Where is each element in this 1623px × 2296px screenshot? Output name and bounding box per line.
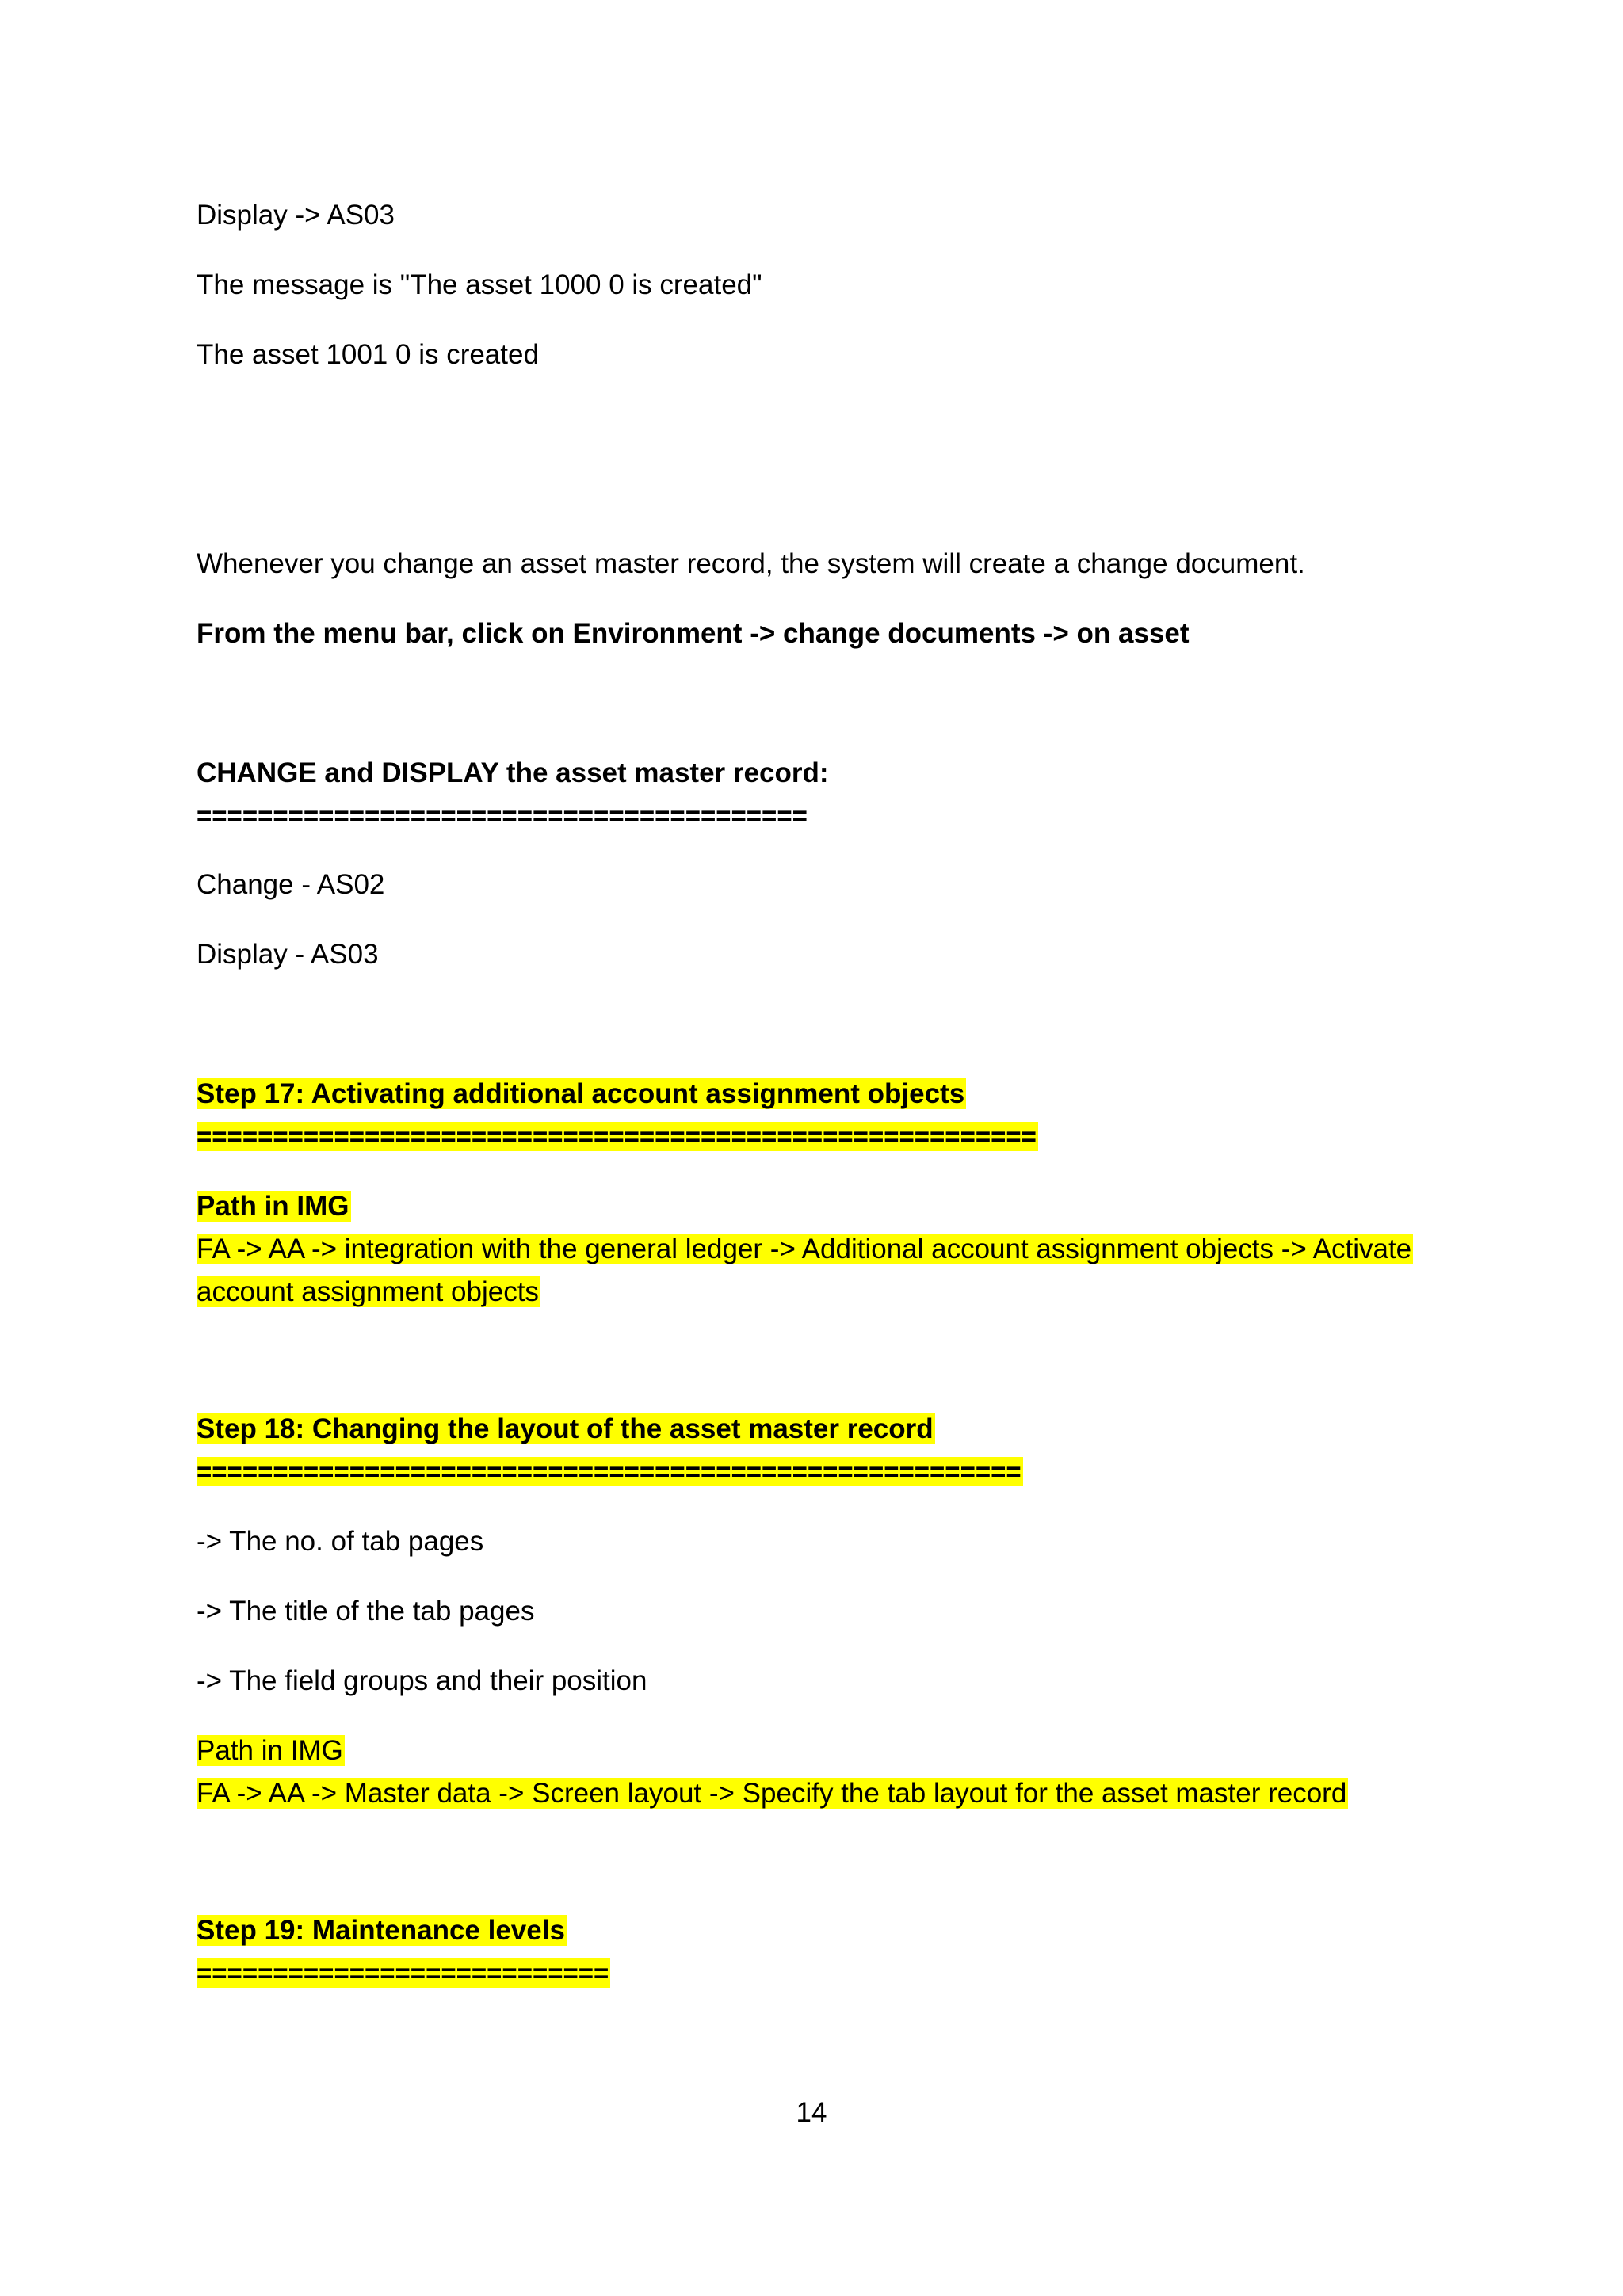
text-change-document: Whenever you change an asset master record, the system will create a change document. — [197, 548, 1305, 579]
heading-rule: ======================================== — [197, 801, 808, 830]
text-message: The message is "The asset 1000 0 is created" — [197, 269, 762, 300]
step19-title — [197, 1909, 567, 1952]
step18-path-label — [197, 1730, 345, 1772]
step17-path-line1-text: FA -> AA -> integration with the general ledger -> Additional account assignment objects -> Activate — [197, 1234, 1412, 1264]
text-display-as03: Display -> AS03 — [197, 200, 395, 231]
step18-path-line — [197, 1772, 1348, 1815]
step18-rule-text: ====================================================== — [197, 1457, 1022, 1486]
heading-change-display: CHANGE and DISPLAY the asset master record: — [197, 757, 829, 788]
step17-path-label — [197, 1185, 351, 1228]
step18-bullet-1: -> The no. of tab pages — [197, 1526, 484, 1557]
text-asset-created: The asset 1001 0 is created — [197, 339, 539, 370]
text-menu-instruction: From the menu bar, click on Environment -> change documents -> on asset — [197, 618, 1190, 649]
step18-path-label-text: Path in IMG — [197, 1735, 343, 1766]
step17-rule — [197, 1116, 1038, 1158]
step18-rule — [197, 1451, 1023, 1493]
step19-title-text: Step 19: Maintenance levels — [197, 1915, 565, 1946]
step17-path-line2 — [197, 1271, 540, 1314]
step18-path-line-text: FA -> AA -> Master data -> Screen layout -> Specify the tab layout for the asset master record — [197, 1778, 1347, 1809]
step18-bullet-2: -> The title of the tab pages — [197, 1596, 535, 1627]
step17-path-line2-text: account assignment objects — [197, 1276, 539, 1307]
step17-title — [197, 1073, 966, 1116]
step17-rule-text: ======================================================= — [197, 1122, 1037, 1151]
step17-path-line1 — [197, 1228, 1413, 1271]
text-change-as02: Change - AS02 — [197, 869, 385, 900]
step18-title-text: Step 18: Changing the layout of the asset master record — [197, 1413, 934, 1444]
step18-bullet-3: -> The field groups and their position — [197, 1665, 647, 1696]
step18-title — [197, 1408, 935, 1451]
step19-rule — [197, 1952, 610, 1995]
step17-title-text: Step 17: Activating additional account assignment objects — [197, 1078, 965, 1109]
step17-path-label-text: Path in IMG — [197, 1191, 349, 1222]
text-display-as03-2: Display - AS03 — [197, 939, 379, 970]
page-number: 14 — [796, 2097, 827, 2128]
step19-rule-text: =========================== — [197, 1958, 609, 1988]
